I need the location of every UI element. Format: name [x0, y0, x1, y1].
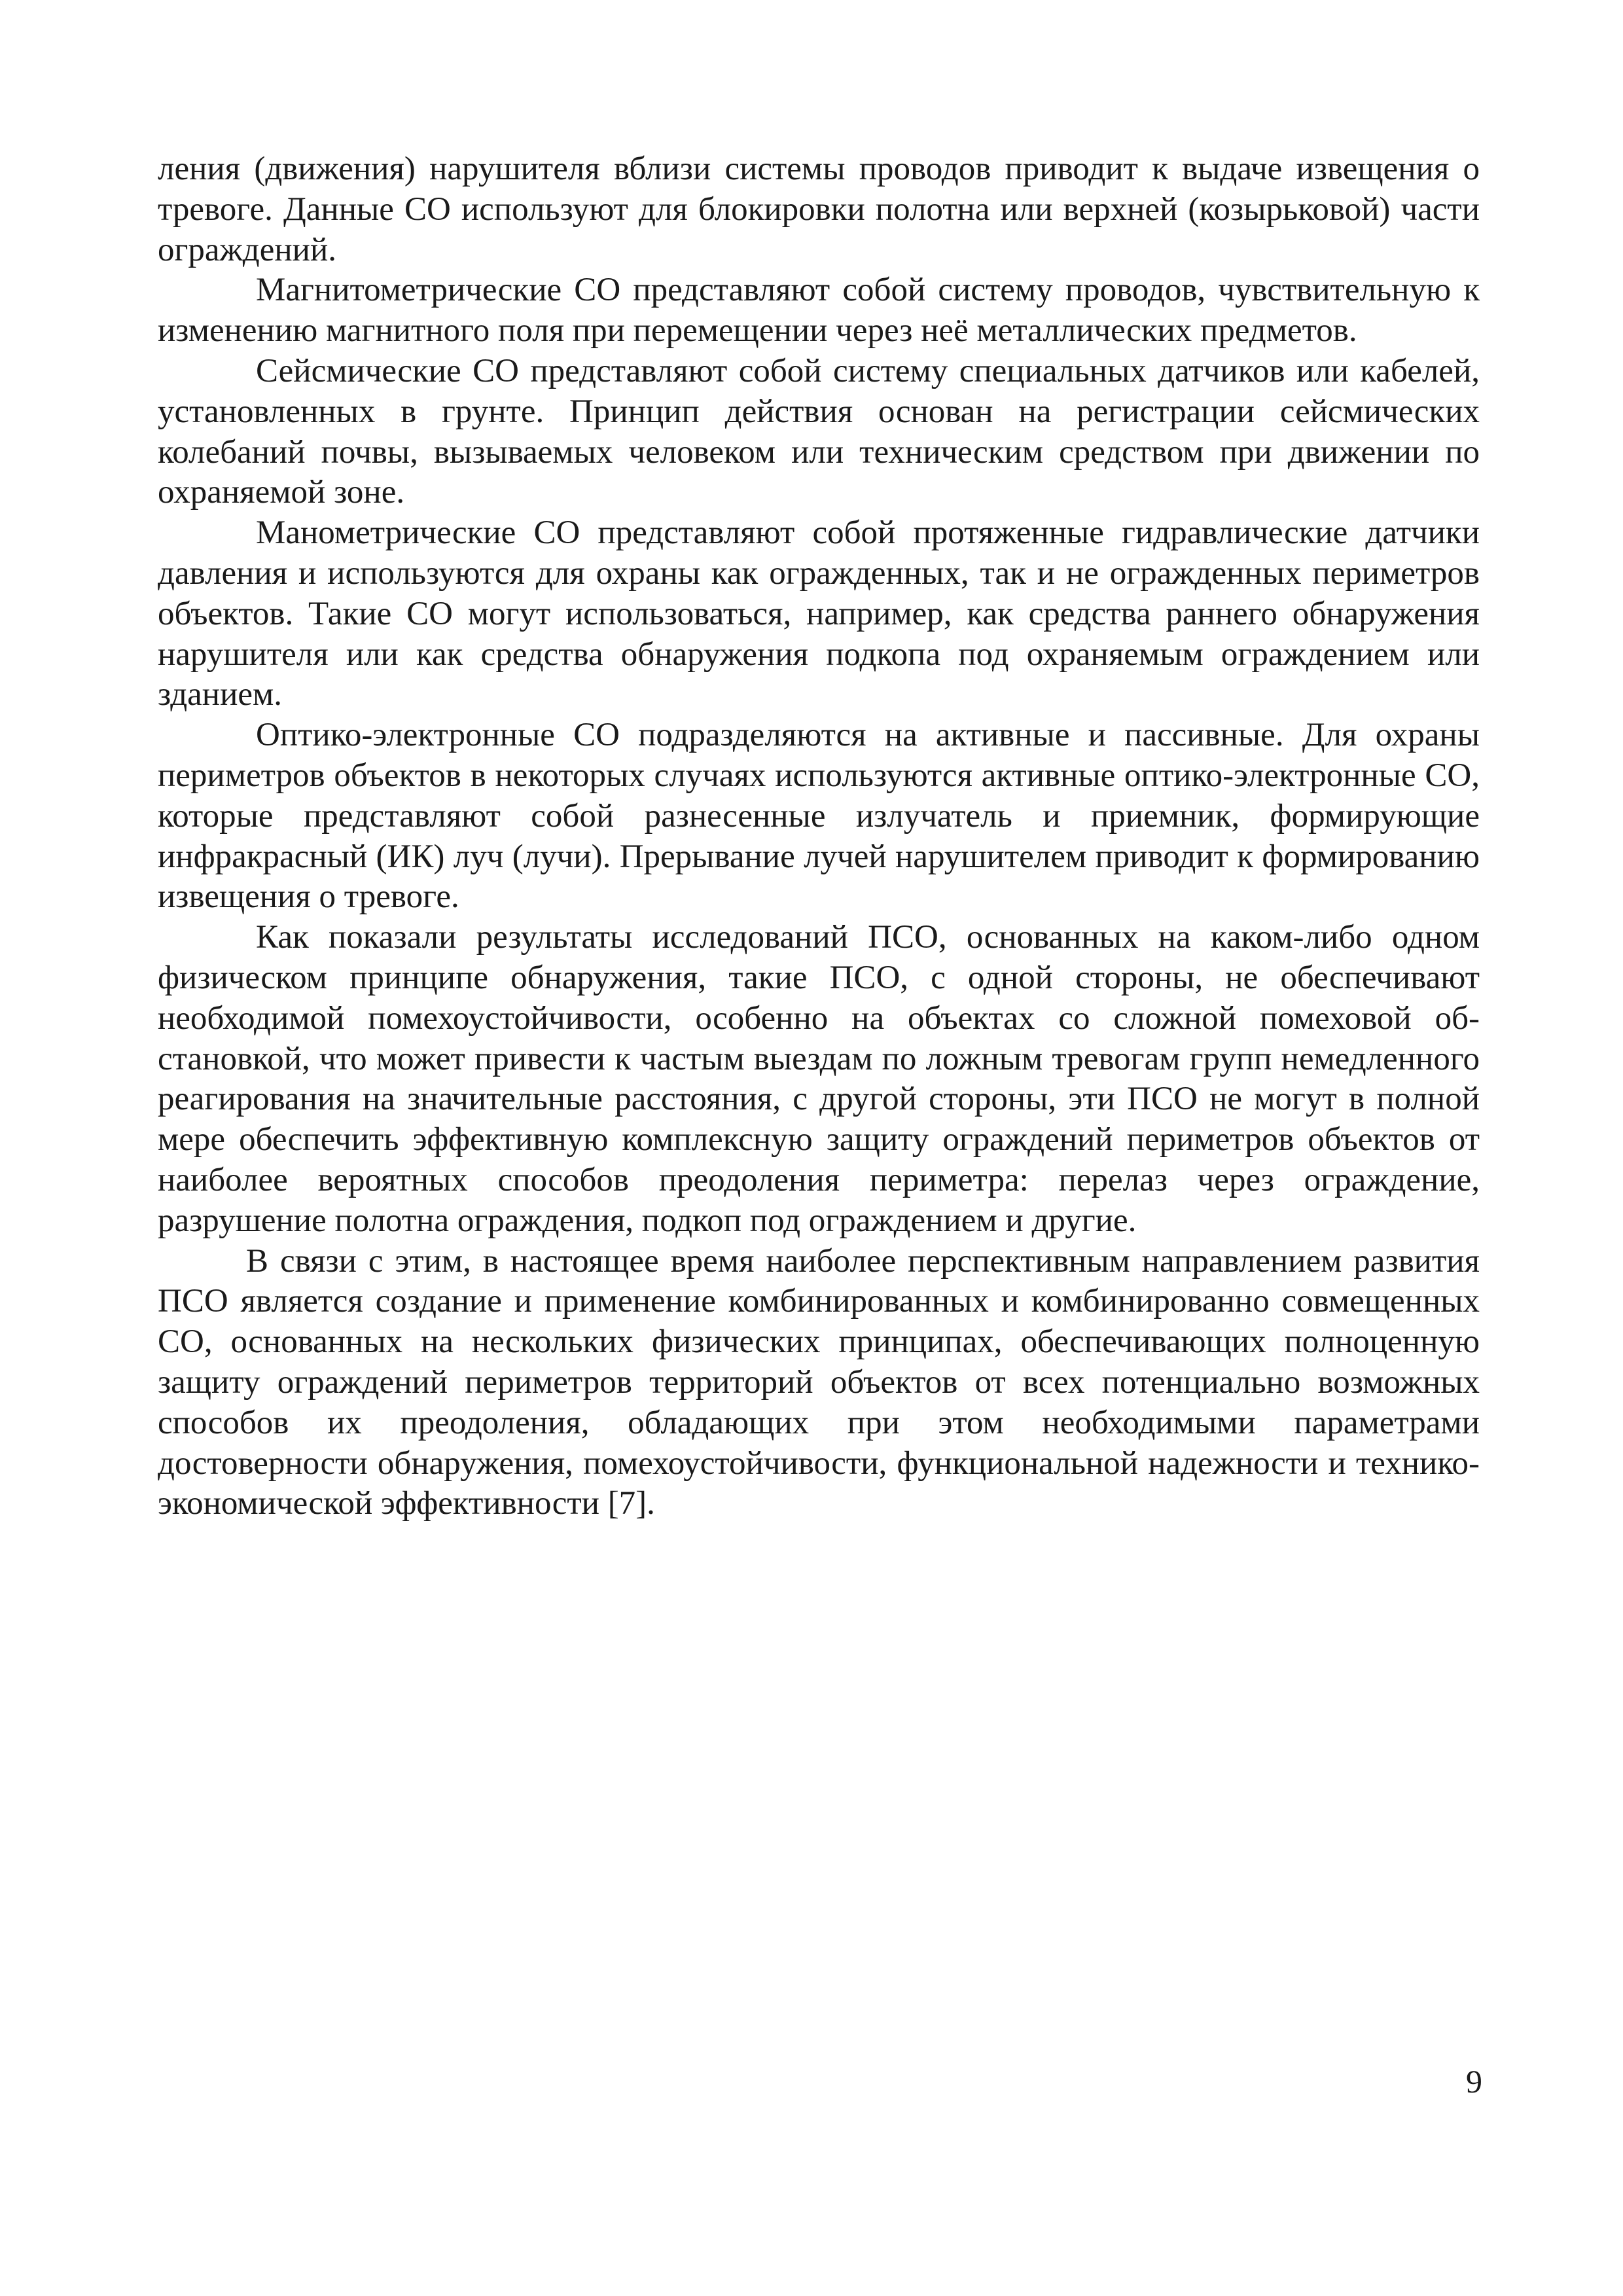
body-text: [158, 149, 1480, 1524]
paragraph-magnetometric: Магнитометрические СО представляют собой систему проводов, чувствительную к изменению магнитного поля при перемещении через неё металлических предметов.: [158, 272, 1480, 350]
page-number: 9: [1466, 2063, 1482, 2100]
paragraph-conclusion: В связи с этим, в настоящее время наиболее перспективным направлением развития ПСО является создание и применение комбинированных и комбинированно совмещенных СО, основанных на нескольких физических принципах, обеспечивающих полноценную защиту ограждений периметров территорий объектов от всех потенциально возможных способов их преодоления, обладающих при этом необходимыми параметрами достоверности обнаружения, помехоустойчивости, функциональной надежности и технико-экономической эффективности [7].: [158, 1242, 1480, 1522]
paragraph-seismic: Сейсмические СО представляют собой систему специальных датчиков или кабелей, установленных в грунте. Принцип действия основан на регистрации сейсмических колебаний почвы, вызываемых человеком или техническим средством при движении по охраняемой зоне.: [158, 352, 1480, 511]
paragraph-continuation: ления (движения) нарушителя вблизи системы проводов приводит к выдаче извещения о тревоге. Данные СО используют для блокировки полотна или верхней (козырьковой) части ограждений.: [158, 151, 1480, 268]
paragraph-optoelectronic: Оптико-электронные СО подразделяются на активные и пассивные. Для охраны периметров объектов в некоторых случаях используются активные оптико-электронные СО, которые представляют собой разнесенные излучатель и приемник, формирующие инфракрасный (ИК) луч (лучи). Прерывание лучей нарушителем приводит к формированию извещения о тревоге.: [158, 717, 1480, 916]
paragraph-manometric: Манометрические СО представляют собой протяженные гидравлические датчики давления и используются для охраны как огражденных, так и не огражденных периметров объектов. Такие СО могут использоваться, например, как средства раннего обнаружения нарушителя или как средства обнаружения подкопа под охраняемым ограждением или зданием.: [158, 514, 1480, 713]
paragraph-research: Как показали результаты исследований ПСО, основанных на каком-либо одном физическом принципе обнаружения, такие ПСО, с одной стороны, не обеспечивают необходимой помехоустойчивости, особенно на объектах со сложной помеховой обстановкой, что может привести к частым выездам по ложным тревогам групп немедленного реагирования на значительные расстояния, с другой стороны, эти ПСО не могут в полной мере обеспечить эффективную комплексную защиту ограждений периметров объектов от наиболее вероятных способов преодоления периметра: перелаз через ограждение, разрушение полотна ограждения, подкоп под ограждением и другие.: [158, 919, 1480, 1239]
